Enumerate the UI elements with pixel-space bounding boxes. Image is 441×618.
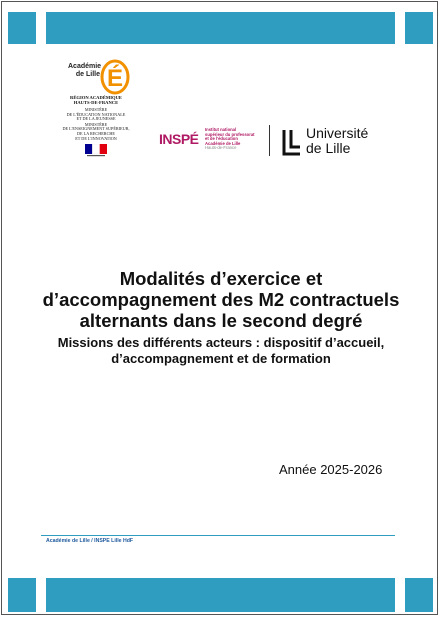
document-subtitle: Missions des différents acteurs : dispositif d’accueil, d’accompagnement et de formation — [57, 335, 385, 366]
universite-lille-logo — [282, 126, 392, 160]
universite-lille-mark-icon — [282, 128, 302, 158]
ministry-education: MINISTÈRE DE L'ÉDUCATION NATIONALE ET DE LA JEUNESSE — [66, 107, 126, 122]
inspe-logo — [159, 127, 269, 157]
document-title: Modalités d’exercice et d’accompagnement des M2 contractuels alternants dans le second degré — [42, 268, 400, 331]
title-block — [40, 268, 402, 366]
footer-text: Académie de Lille / INSPE Lille HdF — [46, 538, 134, 544]
logo-divider — [269, 125, 270, 156]
academie-e-icon — [100, 53, 130, 95]
region-label: RÉGION ACADÉMIQUE HAUTS-DE-FRANCE — [70, 95, 122, 105]
academic-year: Année 2025-2026 — [279, 462, 383, 477]
marianne-flag-icon — [85, 144, 107, 157]
footer-rule — [41, 535, 395, 536]
footer-band — [8, 578, 433, 612]
inspe-description: Institut national supérieur du professorat et de l'éducation Académie de Lille Hauts-de-France — [205, 127, 255, 151]
header-band — [8, 12, 433, 44]
universite-lille-name: Université de Lille — [306, 125, 369, 156]
ministry-research: MINISTÈRE DE L'ENSEIGNEMENT SUPÉRIEUR, DE LA RECHERCHE ET DE L'INNOVATION — [62, 121, 130, 141]
svg-text:É: É — [106, 65, 124, 92]
ministry-block — [56, 95, 136, 162]
academie-name: Académie de Lille — [68, 63, 102, 78]
inspe-word: INSPÉ — [159, 131, 199, 147]
